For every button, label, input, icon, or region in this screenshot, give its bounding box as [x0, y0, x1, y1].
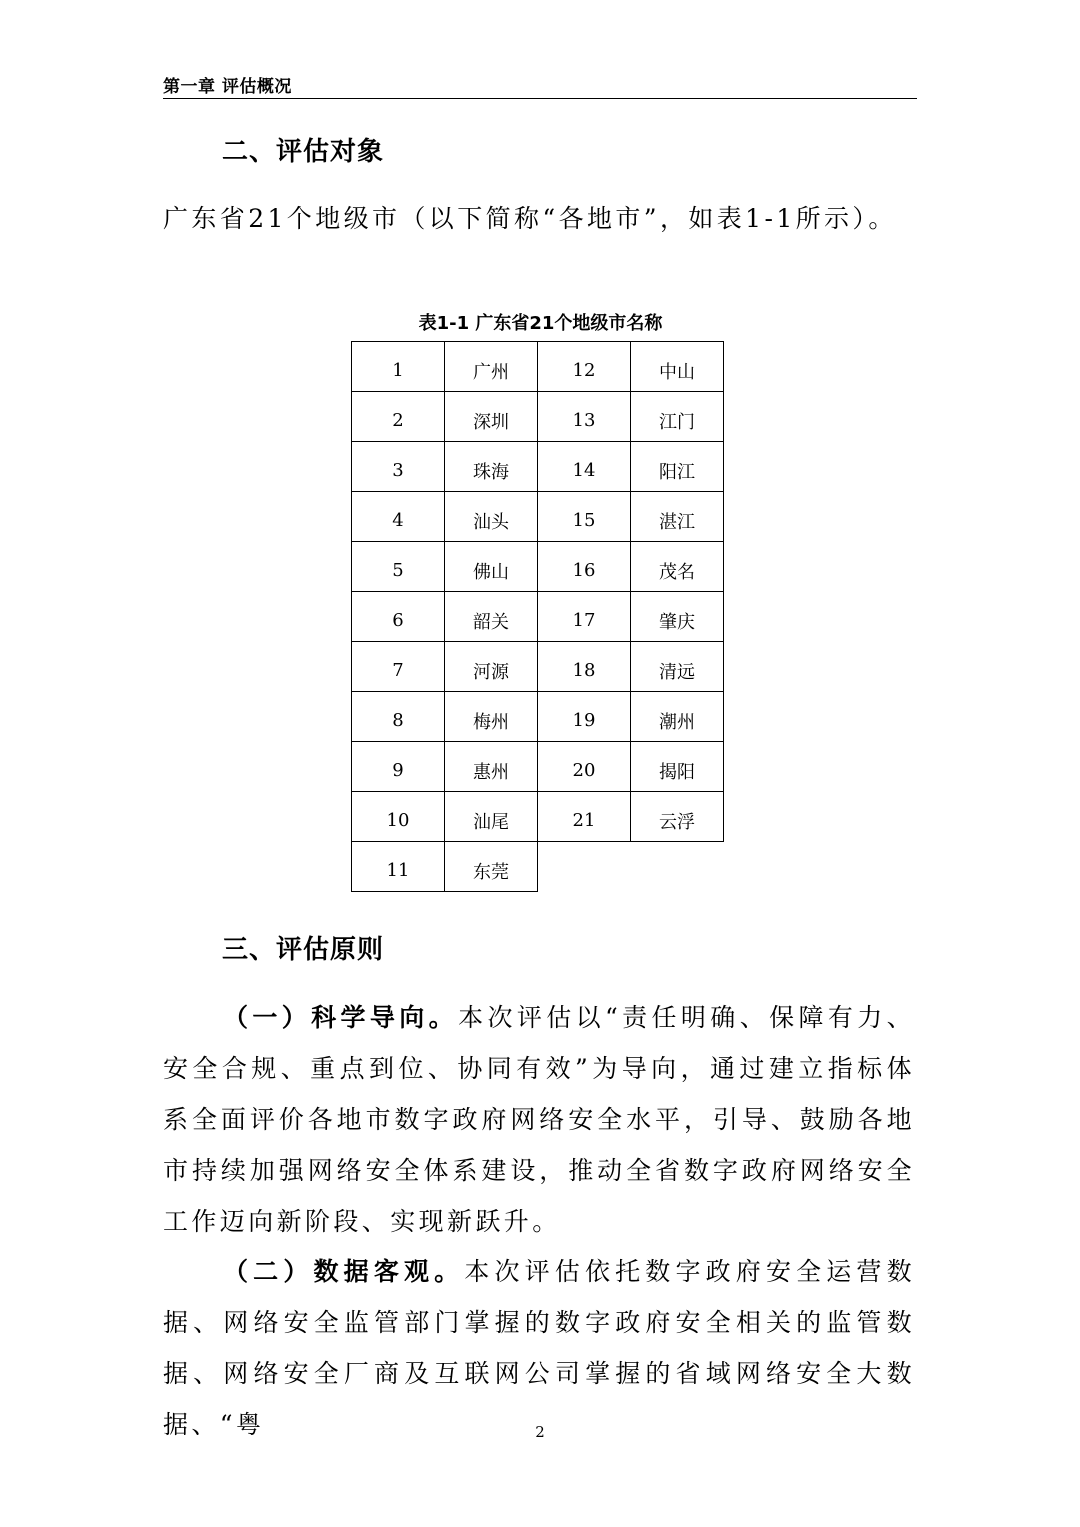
- table-cell-city: 茂名: [631, 542, 724, 592]
- table-cell-number: 14: [538, 442, 631, 492]
- section-heading-principles: 三、评估原则: [222, 935, 385, 965]
- section-heading-targets: 二、评估对象: [222, 137, 385, 167]
- table-cell-city: 潮州: [631, 692, 724, 742]
- table-cell-number: 18: [538, 642, 631, 692]
- table-cell-city: 佛山: [445, 542, 538, 592]
- principle-paragraph-2: [163, 1246, 915, 1450]
- table-cell-city: 惠州: [445, 742, 538, 792]
- table-cell-number: 15: [538, 492, 631, 542]
- page-header: [163, 70, 917, 99]
- table-row: [352, 842, 724, 892]
- table-cell-number: 10: [352, 792, 445, 842]
- table-cell-city: 汕尾: [445, 792, 538, 842]
- table-cell-number: 7: [352, 642, 445, 692]
- table-caption: 表1-1 广东省21个地级市名称: [418, 313, 663, 334]
- table-cell-number: 19: [538, 692, 631, 742]
- table-row: [352, 342, 724, 392]
- table-cell-city: 中山: [631, 342, 724, 392]
- targets-paragraph: 广东省21个地级市（以下简称“各地市”，如表1-1所示）。: [163, 204, 897, 233]
- principle-1-lead: （一）科学导向。: [223, 1003, 459, 1032]
- table-cell-number: 6: [352, 592, 445, 642]
- table-cell-number: 4: [352, 492, 445, 542]
- table-cell-number: 21: [538, 792, 631, 842]
- principle-2-lead: （二）数据客观。: [223, 1257, 465, 1286]
- table-cell-number: 9: [352, 742, 445, 792]
- chapter-title: 第一章 评估概况: [163, 77, 292, 97]
- table-cell-city: 云浮: [631, 792, 724, 842]
- table-row: [352, 542, 724, 592]
- table-cell-number: 3: [352, 442, 445, 492]
- table-cell-city: 东莞: [445, 842, 538, 892]
- table-cell-city: 揭阳: [631, 742, 724, 792]
- table-cell-city: 河源: [445, 642, 538, 692]
- page-number: 2: [535, 1423, 545, 1441]
- table-row: [352, 642, 724, 692]
- table-cell-number: 1: [352, 342, 445, 392]
- table-cell-number: 20: [538, 742, 631, 792]
- table-cell-number: 2: [352, 392, 445, 442]
- table-cell-number: 12: [538, 342, 631, 392]
- table-cell-city: 汕头: [445, 492, 538, 542]
- table-cell-city: 阳江: [631, 442, 724, 492]
- table-cell-city: 肇庆: [631, 592, 724, 642]
- table-cell-city: 深圳: [445, 392, 538, 442]
- principle-2-body: 本次评估依托数字政府安全运营数据、网络安全监管部门掌握的数字政府安全相关的监管数据、网络安全厂商及互联网公司掌握的省域网络安全大数据、“粤: [163, 1257, 915, 1439]
- table-cell-city: 广州: [445, 342, 538, 392]
- table-cell-city: 清远: [631, 642, 724, 692]
- principle-1-body: 本次评估以“责任明确、保障有力、安全合规、重点到位、协同有效”为导向，通过建立指标体系全面评价各地市数字政府网络安全水平，引导、鼓励各地市持续加强网络安全体系建设，推动全省数字政府网络安全工作迈向新阶段、实现新跃升。: [163, 1003, 916, 1236]
- table-cell-city: 韶关: [445, 592, 538, 642]
- table-row: [352, 692, 724, 742]
- cities-table: [351, 341, 724, 892]
- principle-paragraph-1: [163, 992, 915, 1247]
- table-cell-number: 16: [538, 542, 631, 592]
- table-row: [352, 742, 724, 792]
- table-cell-city: 梅州: [445, 692, 538, 742]
- table-row: [352, 492, 724, 542]
- table-row: [352, 792, 724, 842]
- table-cell-empty: [538, 842, 631, 892]
- table-cell-number: 8: [352, 692, 445, 742]
- table-cell-empty: [631, 842, 724, 892]
- table-row: [352, 442, 724, 492]
- table-cell-city: 江门: [631, 392, 724, 442]
- table-cell-number: 11: [352, 842, 445, 892]
- table-cell-number: 13: [538, 392, 631, 442]
- table-cell-city: 珠海: [445, 442, 538, 492]
- table-cell-number: 5: [352, 542, 445, 592]
- table-cell-city: 湛江: [631, 492, 724, 542]
- table-row: [352, 592, 724, 642]
- table-cell-number: 17: [538, 592, 631, 642]
- table-row: [352, 392, 724, 442]
